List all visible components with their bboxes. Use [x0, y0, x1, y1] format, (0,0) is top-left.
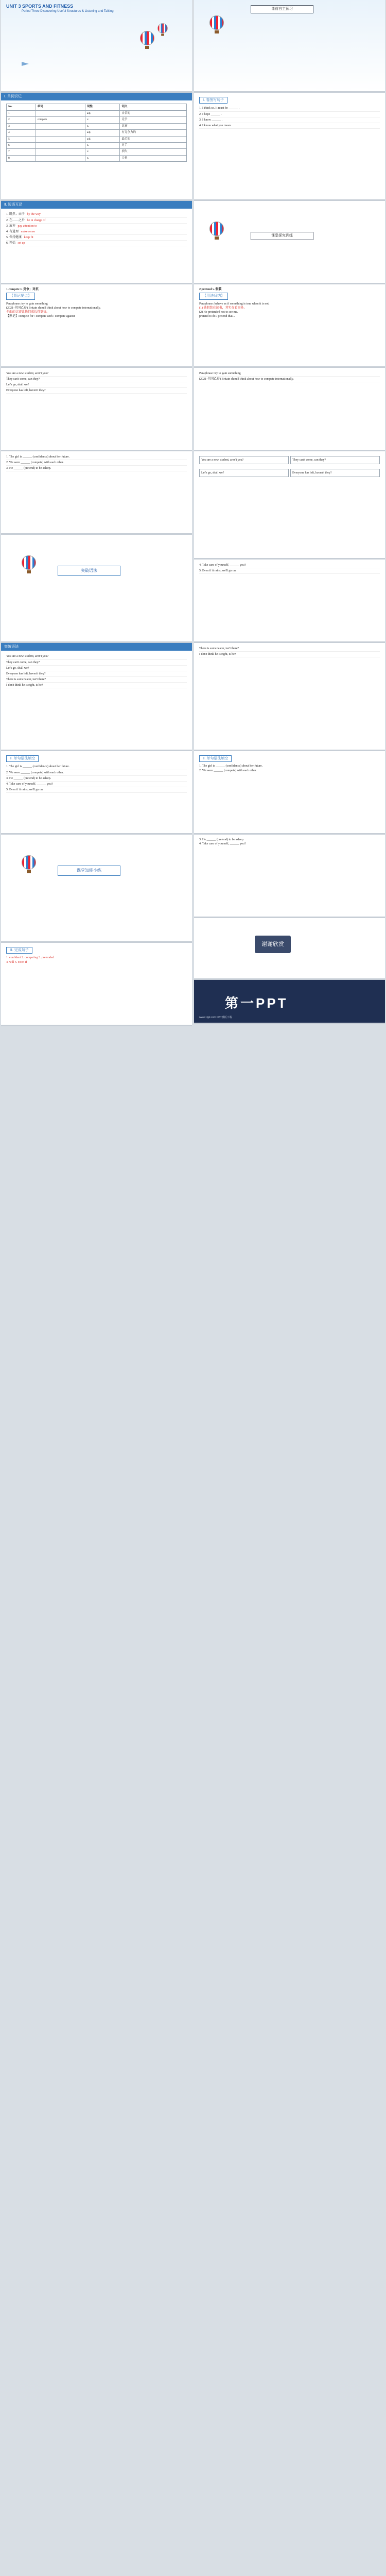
- balloon-icon: [140, 31, 154, 48]
- balloon-icon: [157, 23, 168, 36]
- text-slide: [194, 560, 385, 643]
- left-column: [1, 0, 192, 1026]
- text-line: Everyone has left, haven't they?: [6, 671, 187, 677]
- period-subtitle: Period Three Discovering Useful Structures & Listening and Talking: [22, 10, 114, 13]
- vocab-slide-1: [1, 284, 192, 368]
- text-line: There is some water, isn't there?: [199, 646, 380, 652]
- grammar-box: Everyone has left, haven't they?: [290, 469, 380, 477]
- sentence-line: 4. I know what you mean.: [199, 123, 380, 129]
- text-line: (2021·全国乙卷) Britain should think about how to compete internationally.: [199, 377, 380, 382]
- preview-banner-slide: [194, 0, 385, 93]
- phrase-slide: [1, 201, 192, 284]
- list-item: 4. 有道理 make sense: [6, 229, 187, 235]
- vocab-line: pretend to do / pretend that...: [199, 314, 235, 318]
- exercise-title: Ⅱ. 单句语法填空: [199, 755, 232, 762]
- exercise-item: 2. We were ______ (compete) with each other.: [199, 769, 257, 772]
- balloon-icon: [209, 222, 224, 239]
- grammar-box: You are a new student, aren't you?: [199, 456, 289, 464]
- exercise-item: 1. The girl is ______ (confidence) about her future.: [6, 764, 187, 770]
- text-line: I don't think he is right, is he?: [199, 652, 380, 657]
- title-slide: [1, 0, 192, 93]
- tag-label: 【背记要点】: [6, 293, 35, 299]
- answer-line: 4. will 5. Even if: [6, 960, 27, 964]
- list-item: 6. 开始 set up: [6, 241, 187, 246]
- tag-label: 【用法归纳】: [199, 293, 228, 299]
- table-row: 3 n. 比赛: [7, 123, 187, 129]
- grammar-box-slide: [194, 451, 385, 560]
- text-line: Everyone has left, haven't they?: [6, 388, 187, 394]
- exercise-item: 3. He ______ (pretend) to be asleep.: [6, 776, 187, 782]
- text-line: Let's go, shall we?: [6, 382, 187, 388]
- text-line: 1. The girl is ______ (confidence) about her future.: [6, 454, 187, 460]
- vocab-slide-2: [194, 284, 385, 368]
- word-table: [6, 104, 187, 162]
- text-slide: [1, 451, 192, 535]
- exercise-item: 4. Take care of yourself, ______ you?: [199, 842, 246, 846]
- exercise-slide: [194, 835, 385, 918]
- grammar-box: Let's go, shall we?: [199, 469, 289, 477]
- text-line: Paraphrase: try to gain something: [199, 371, 380, 377]
- section-banner: 突破语法: [58, 566, 120, 576]
- grammar-slide: [1, 643, 192, 751]
- sentence-line: 1. I think so. It must be ______ .: [199, 106, 380, 111]
- vocab-line: 【熟记】compete for / compete with / compete against: [6, 314, 75, 318]
- answer-line: 1. confident 2. competing 3. pretended: [6, 956, 54, 960]
- text-line: You are a new student, aren't you?: [6, 654, 187, 659]
- text-slide: [194, 643, 385, 751]
- text-line: 3. He ______ (pretend) to be asleep.: [6, 466, 187, 471]
- text-slide: [194, 368, 385, 451]
- thanks-slide: [194, 918, 385, 980]
- text-line: 2. We were ______ (compete) with each other.: [6, 460, 187, 466]
- exercise-item: 2. We were ______ (compete) with each other.: [6, 770, 187, 776]
- slide-label: Ⅰ. 看图写句子: [199, 97, 227, 104]
- brand-slide: [194, 980, 385, 1024]
- vocab-line: Paraphrase: behave as if something is true when it is not.: [199, 302, 270, 306]
- balloon-icon: [22, 555, 36, 573]
- table-header: 单词: [36, 104, 85, 110]
- text-line: They can't come, can they?: [6, 377, 187, 382]
- consolidate-banner-slide: [1, 835, 192, 943]
- vocab-line: (2021·全国乙卷) Britain should think about how to compete internationally.: [6, 306, 101, 310]
- exercise-slide: [194, 751, 385, 835]
- table-row: 5 adj. 最后的: [7, 136, 187, 142]
- table-row: 7 v. 损失: [7, 149, 187, 155]
- paper-plane-icon: [22, 62, 29, 66]
- balloon-icon: [22, 855, 36, 873]
- text-line: There is some water, isn't there?: [6, 677, 187, 683]
- vocab-line: (2) He pretended not to see me.: [199, 310, 238, 314]
- list-item: 5. 保持健康 keep fit: [6, 235, 187, 241]
- exercise-slide: [1, 751, 192, 835]
- section-banner: 课堂探究训练: [251, 232, 313, 240]
- table-row: 8 n. 力量: [7, 155, 187, 161]
- slide-header: Ⅱ. 短语互译: [1, 201, 192, 209]
- sentence-line: 2. I hope ______ .: [199, 112, 380, 117]
- text-line: 4. Take care of yourself, ______ you?: [199, 563, 380, 568]
- text-line: Let's go, shall we?: [6, 666, 187, 671]
- text-line: You are a new student, aren't you?: [6, 371, 187, 377]
- table-row: 1 adj. 自信的: [7, 110, 187, 116]
- grammar-banner-slide: [1, 535, 192, 643]
- exercise-item: 5. Even if it rains, we'll go on.: [6, 787, 187, 793]
- phrase-list: [6, 212, 187, 246]
- grammar-grid: [199, 454, 380, 479]
- sentence-line: 3. I know ______ .: [199, 117, 380, 123]
- unit-title: UNIT 3 SPORTS AND FITNESS: [6, 4, 74, 9]
- word-table-slide: [1, 93, 192, 201]
- table-row: 6 n. 对手: [7, 142, 187, 148]
- text-line: I don't think he is right, is he?: [6, 683, 187, 688]
- vocab-line: 全面的比赛让他们成长得更快。: [6, 310, 50, 314]
- section-banner: 课堂知能小练: [58, 866, 120, 876]
- list-item: 2. 在……之后 be in charge of: [6, 218, 187, 224]
- table-row: 4 adj. 有竞争力的: [7, 130, 187, 136]
- table-header: 词义: [120, 104, 187, 110]
- vocab-line: (1) 她假装在读书，其实在看窗外。: [199, 306, 247, 310]
- text-line: 5. Even if it rains, we'll go on.: [199, 568, 380, 574]
- table-row: 2 compete v. 竞争: [7, 117, 187, 123]
- image-sentence-slide: [194, 93, 385, 201]
- vocab-title: 2 pretend v. 假装: [199, 288, 222, 291]
- exercise-title: Ⅱ. 单句语法填空: [6, 755, 39, 762]
- slide-header: Ⅰ. 单词识记: [1, 93, 192, 100]
- brand-footer: www.1ppt.com PPT模板下载: [199, 1016, 232, 1020]
- vocab-line: Paraphrase: try to gain something: [6, 302, 48, 306]
- text-line: They can't come, can they?: [6, 660, 187, 666]
- table-header: 词性: [85, 104, 120, 110]
- answers-title: Ⅲ. 完成句子: [6, 947, 32, 954]
- slide-header: 突破语法: [1, 643, 192, 651]
- thanks-button: 谢谢欣赏: [255, 936, 291, 953]
- right-column: [194, 0, 385, 1024]
- class-practice-banner-slide: [194, 201, 385, 284]
- list-item: 3. 放弃 pay attention to: [6, 224, 187, 229]
- brand-logo: 第一PPT: [225, 995, 288, 1011]
- exercise-item: 1. The girl is ______ (confidence) about her future.: [199, 765, 263, 768]
- text-slide: [1, 368, 192, 451]
- exercise-item: 4. Take care of yourself, ______ you?: [6, 782, 187, 787]
- answers-slide: [1, 943, 192, 1026]
- table-header: No.: [7, 104, 36, 110]
- balloon-icon: [209, 15, 224, 33]
- grammar-box: They can't come, can they?: [290, 456, 380, 464]
- exercise-item: 3. He ______ (pretend) to be asleep.: [199, 838, 244, 841]
- section-banner: 课前自主预习: [251, 5, 313, 13]
- vocab-title: 1 compete v. 竞争；对抗: [6, 288, 39, 291]
- list-item: 1. 既然；由于 by the way: [6, 212, 187, 217]
